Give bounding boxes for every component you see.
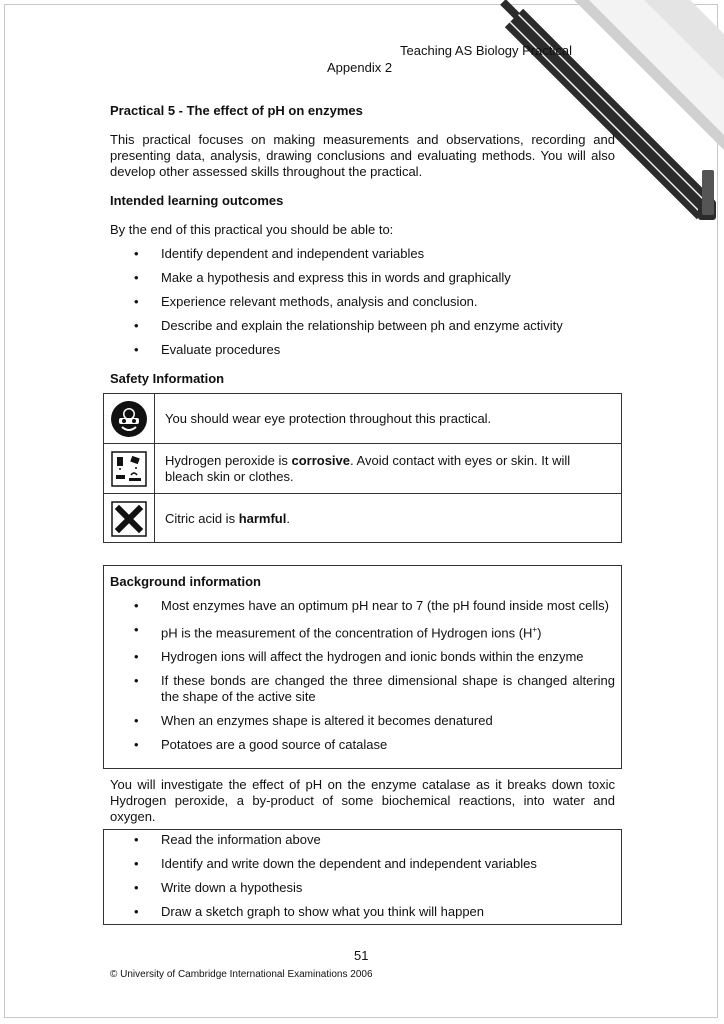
list-item: • Experience relevant methods, analysis and conclusion. bbox=[110, 294, 615, 310]
safety-row bbox=[104, 443, 621, 493]
safety-text-pre: Citric acid is bbox=[165, 511, 239, 526]
corrosive-icon bbox=[104, 444, 155, 493]
safety-heading: Safety Information bbox=[110, 371, 225, 386]
background-list bbox=[110, 598, 615, 753]
investigate-paragraph: You will investigate the effect of pH on the enzyme catalase as it breaks down toxic Hydrogen peroxide, a by-product of some biochemical reactions, into water and oxygen. bbox=[110, 777, 615, 824]
eye-protection-icon bbox=[104, 394, 155, 444]
list-item: • Potatoes are a good source of catalase bbox=[110, 737, 615, 753]
list-item: • Identify dependent and independent variables bbox=[110, 246, 615, 262]
list-item: • Describe and explain the relationship between ph and enzyme activity bbox=[110, 318, 615, 334]
outcomes-list bbox=[110, 246, 615, 358]
page-number: 51 bbox=[354, 948, 369, 963]
outcomes-heading: Intended learning outcomes bbox=[110, 193, 284, 208]
list-item: • Read the information above bbox=[110, 832, 615, 848]
superscript-plus: + bbox=[532, 625, 538, 634]
safety-text-post: . Avoid contact with eyes or skin. It will bleach skin or clothes. bbox=[165, 453, 571, 484]
outcomes-lead: By the end of this practical you should be able to: bbox=[110, 222, 394, 237]
list-item: • Most enzymes have an optimum pH near to 7 (the pH found inside most cells) bbox=[110, 598, 615, 614]
safety-text-bold: harmful bbox=[238, 511, 287, 526]
header-course-title: Teaching AS Biology Practical bbox=[400, 43, 572, 58]
watermark-text: www.XtremePapers.com bbox=[542, 84, 686, 227]
harmful-icon bbox=[104, 494, 155, 543]
intro-paragraph: This practical focuses on making measurements and observations, recording and presenting data, analysis, drawing conclusions and evaluating methods. You will also develop other assessed skills throughout the practical. bbox=[110, 132, 615, 179]
list-item-text: pH is the measurement of the concentration of Hydrogen ions (H bbox=[161, 625, 533, 641]
list-item: • Make a hypothesis and express this in words and graphically bbox=[110, 270, 615, 286]
list-item-close: ) bbox=[537, 625, 542, 641]
safety-text-pre: Hydrogen peroxide is bbox=[165, 453, 292, 468]
safety-text-post: . bbox=[286, 511, 290, 526]
list-item bbox=[110, 622, 615, 641]
list-item: • Draw a sketch graph to show what you think will happen bbox=[110, 904, 615, 920]
list-item: • Identify and write down the dependent and independent variables bbox=[110, 856, 615, 872]
list-item: • If these bonds are changed the three dimensional shape is changed altering the shape of the active site bbox=[110, 673, 615, 705]
safety-text bbox=[165, 511, 591, 527]
copyright-footer: © University of Cambridge International Examinations 2006 bbox=[110, 969, 373, 980]
safety-text: You should wear eye protection throughout this practical. bbox=[165, 411, 492, 426]
safety-table bbox=[103, 393, 622, 543]
safety-row bbox=[104, 394, 621, 444]
page-title: Practical 5 - The effect of pH on enzymes bbox=[110, 103, 363, 118]
safety-text-bold: corrosive bbox=[291, 453, 351, 468]
header-appendix: Appendix 2 bbox=[327, 60, 393, 75]
list-item: • When an enzymes shape is altered it becomes denatured bbox=[110, 713, 615, 729]
safety-text bbox=[165, 453, 591, 485]
tasks-list bbox=[110, 832, 615, 920]
safety-row bbox=[104, 493, 621, 543]
list-item: • Hydrogen ions will affect the hydrogen and ionic bonds within the enzyme bbox=[110, 649, 615, 665]
background-heading: Background information bbox=[110, 574, 261, 589]
list-item: • Evaluate procedures bbox=[110, 342, 615, 358]
list-item: • Write down a hypothesis bbox=[110, 880, 615, 896]
